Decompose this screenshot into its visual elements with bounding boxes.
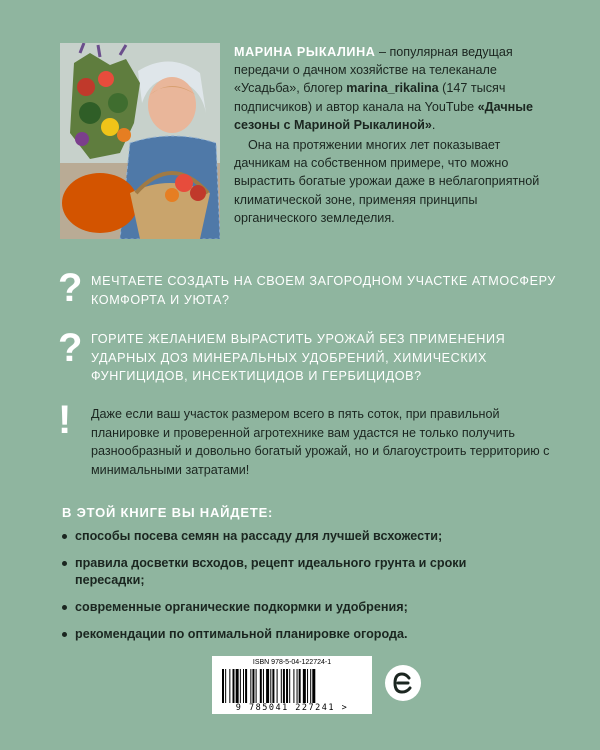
bullet-icon [62,605,67,610]
find-list [62,528,532,653]
author-bio-end: . [431,117,436,132]
find-title: В ЭТОЙ КНИГЕ ВЫ НАЙДЕТЕ: [62,505,274,520]
barcode-bars [222,669,362,703]
bullet-icon [62,561,67,566]
author-bio-part1: – популярная ведущая передачи о дачном хозяйстве на телеканале «Усадьба», блогер [234,45,513,96]
author-bio [234,43,556,227]
author-name: МАРИНА РЫКАЛИНА [234,45,376,59]
question-2-text: ГОРИТЕ ЖЕЛАНИЕМ ВЫРАСТИТЬ УРОЖАЙ БЕЗ ПРИМЕНЕНИЯ УДАРНЫХ ДОЗ МИНЕРАЛЬНЫХ УДОБРЕНИЙ, ХИМИЧЕСКИХ ФУНГИЦИДОВ, ИНСЕКТИЦИДОВ И ГЕРБИЦИДОВ? [91,332,506,383]
list-item: правила досветки всходов, рецепт идеального грунта и сроки пересадки; [62,555,532,589]
question-1-text: МЕЧТАЕТЕ СОЗДАТЬ НА СВОЕМ ЗАГОРОДНОМ УЧАСТКЕ АТМОСФЕРУ КОМФОРТА И УЮТА? [91,274,556,307]
bullet-icon [62,632,67,637]
exclamation-mark-icon: ! [58,398,72,442]
list-item: рекомендации по оптимальной планировке огорода. [62,626,532,643]
author-bio-paragraph-2: Она на протяжении многих лет показывает дачникам на собственном примере, что можно вырастить богатые урожаи даже в неблагоприятной климатической зоне, применяя принципы органического земледелия. [234,138,540,225]
question-mark-icon: ? [58,326,83,370]
author-channel: «Дачные сезоны с Мариной Рыкалиной» [234,99,534,132]
bullet-icon [62,534,67,539]
author-blog: marina_rikalina [346,81,439,96]
author-bio-part2: (147 тысяч подписчиков) и автор канала на YouTube [234,81,506,114]
publisher-logo-icon [385,665,421,701]
isbn-label: ISBN 978-5-04-122724-1 [252,659,332,666]
exclaim-text: Даже если ваш участок размером всего в пять соток, при правильной планировке и проверенной агротехнике вам удастся не только получить разнообразный и довольно богатый урожай, но и благоустроить территорию с минимальными затратами! [91,407,550,477]
barcode [212,656,372,714]
barcode-digits: 9 785041 227241 > [235,703,349,713]
list-item: современные органические подкормки и удобрения; [62,599,532,616]
list-item: способы посева семян на рассаду для лучшей всхожести; [62,528,532,545]
author-photo [60,43,220,239]
question-mark-icon: ? [58,266,83,310]
